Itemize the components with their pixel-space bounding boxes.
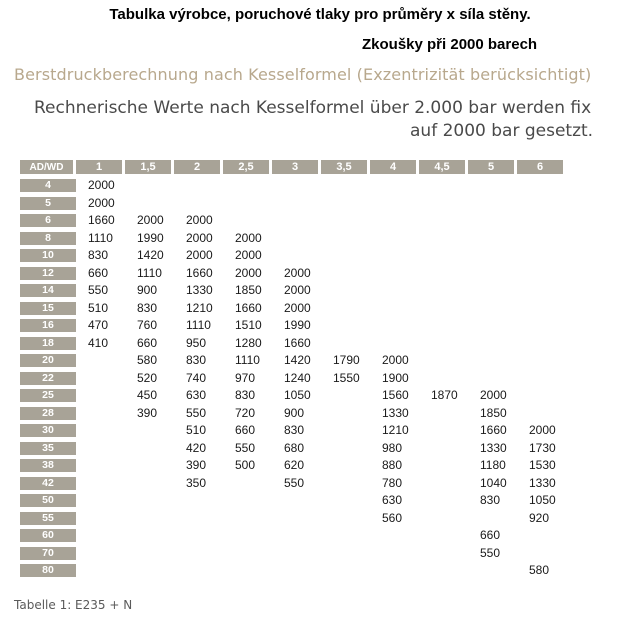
pressure-cell: 1420 (137, 248, 164, 262)
table-row (20, 300, 606, 318)
pressure-cell: 550 (284, 475, 305, 490)
pressure-cell: 1850 (480, 405, 507, 420)
pressure-cell: 660 (235, 423, 256, 437)
pressure-cell: 390 (137, 405, 158, 420)
pressure-cell (321, 527, 370, 545)
table-row (20, 317, 606, 335)
pressure-cell: 510 (88, 300, 109, 315)
pressure-cell: 1040 (480, 475, 507, 490)
pressure-cell (174, 545, 223, 563)
column-header-wall-thickness: 1 (76, 160, 122, 174)
pressure-cell (419, 265, 468, 283)
table-row (20, 440, 606, 458)
table-row (20, 265, 606, 283)
pressure-cell (370, 317, 419, 335)
pressure-cell (517, 352, 566, 370)
row-header-outer-diameter: 5 (20, 197, 76, 210)
pressure-cell (223, 545, 272, 563)
row-header-outer-diameter: 50 (20, 494, 76, 507)
pressure-cell (76, 422, 125, 440)
pressure-cell: 350 (186, 475, 207, 490)
pressure-cell: 550 (186, 405, 207, 420)
table-row (20, 282, 606, 300)
pressure-cell (419, 405, 468, 423)
pressure-cell (321, 265, 370, 283)
pressure-cell: 760 (137, 318, 158, 332)
pressure-cell: 550 (88, 283, 109, 297)
pressure-cell (76, 510, 125, 528)
pressure-cell (468, 370, 517, 388)
column-header-wall-thickness: 3 (272, 160, 318, 174)
pressure-cell (517, 212, 566, 230)
pressure-cell (517, 265, 566, 283)
pressure-cell: 1660 (480, 423, 507, 437)
burst-pressure-table (20, 160, 606, 580)
pressure-cell (517, 230, 566, 248)
pressure-cell: 1550 (333, 370, 360, 385)
pressure-cell (321, 545, 370, 563)
pressure-cell (272, 247, 321, 265)
row-header-outer-diameter: 35 (20, 442, 76, 455)
row-header-outer-diameter: 16 (20, 319, 76, 332)
pressure-cell: 830 (480, 493, 501, 507)
header-corner-ad-wd: AD/WD (20, 160, 73, 174)
pressure-cell: 900 (137, 283, 158, 297)
pressure-cell (76, 457, 125, 475)
pressure-cell (76, 370, 125, 388)
pressure-cell (419, 492, 468, 510)
column-header-wall-thickness: 4 (370, 160, 416, 174)
pressure-cell (419, 317, 468, 335)
pressure-cell: 660 (480, 528, 501, 542)
pressure-cell (419, 282, 468, 300)
pressure-cell (468, 195, 517, 213)
pressure-cell (419, 195, 468, 213)
pressure-cell (76, 405, 125, 423)
table-row (20, 335, 606, 353)
pressure-cell: 1790 (333, 353, 360, 367)
pressure-cell (517, 282, 566, 300)
row-header-outer-diameter: 8 (20, 232, 76, 245)
pressure-cell (321, 282, 370, 300)
table-row (20, 405, 606, 423)
pressure-cell (321, 300, 370, 318)
pressure-cell: 1110 (137, 265, 162, 280)
pressure-cell: 2000 (186, 213, 213, 227)
table-row (20, 230, 606, 248)
row-header-outer-diameter: 80 (20, 564, 76, 577)
pressure-cell (272, 492, 321, 510)
pressure-cell: 1660 (235, 300, 262, 315)
row-header-outer-diameter: 22 (20, 372, 76, 385)
pressure-cell (125, 457, 174, 475)
pressure-cell (468, 247, 517, 265)
pressure-cell: 1330 (186, 283, 213, 297)
pressure-cell (125, 177, 174, 195)
pressure-cell (174, 510, 223, 528)
pressure-cell (468, 282, 517, 300)
pressure-cell (223, 195, 272, 213)
pressure-cell (517, 370, 566, 388)
pressure-cell (321, 475, 370, 493)
pressure-cell: 1330 (382, 405, 409, 420)
row-header-outer-diameter: 14 (20, 284, 76, 297)
pressure-cell (370, 335, 419, 353)
pressure-cell (223, 492, 272, 510)
table-row (20, 492, 606, 510)
pressure-cell (321, 335, 370, 353)
row-header-outer-diameter: 70 (20, 547, 76, 560)
pressure-cell (517, 527, 566, 545)
pressure-cell (419, 440, 468, 458)
pressure-cell: 2000 (186, 230, 213, 245)
pressure-cell (321, 492, 370, 510)
pressure-cell: 1850 (235, 283, 262, 297)
pressure-cell (321, 405, 370, 423)
subtitle-line1: Rechnerische Werte nach Kesselformel über 2.000 bar werden fix (34, 98, 592, 118)
pressure-cell: 1110 (88, 230, 113, 245)
pressure-cell: 2000 (284, 265, 311, 280)
pressure-cell (419, 422, 468, 440)
pressure-cell (419, 457, 468, 475)
pressure-cell (272, 177, 321, 195)
pressure-cell (321, 457, 370, 475)
pressure-cell: 1530 (529, 458, 556, 472)
pressure-cell (125, 440, 174, 458)
pressure-cell: 2000 (235, 248, 262, 262)
row-header-outer-diameter: 12 (20, 267, 76, 280)
table-row (20, 527, 606, 545)
pressure-cell (272, 212, 321, 230)
pressure-cell (468, 230, 517, 248)
pressure-cell (125, 195, 174, 213)
table-row (20, 370, 606, 388)
pressure-cell (223, 212, 272, 230)
pressure-cell: 920 (529, 510, 550, 525)
pressure-cell (468, 300, 517, 318)
pressure-cell (517, 335, 566, 353)
pressure-cell: 2000 (284, 283, 311, 297)
pressure-cell (468, 335, 517, 353)
pressure-cell: 680 (284, 440, 305, 455)
pressure-cell (223, 562, 272, 580)
pressure-cell: 660 (88, 265, 109, 280)
pressure-cell: 510 (186, 423, 207, 437)
pressure-cell (419, 300, 468, 318)
table-row (20, 387, 606, 405)
pressure-cell: 2000 (480, 388, 507, 402)
table-row (20, 457, 606, 475)
pressure-cell (468, 212, 517, 230)
pressure-cell (321, 510, 370, 528)
pressure-cell: 2000 (137, 213, 164, 227)
table-row (20, 562, 606, 580)
pressure-cell (272, 562, 321, 580)
pressure-cell: 880 (382, 458, 403, 472)
pressure-cell: 410 (88, 335, 109, 350)
pressure-cell: 1210 (382, 423, 409, 437)
pressure-cell: 2000 (382, 353, 409, 367)
pressure-cell (370, 195, 419, 213)
pressure-cell (321, 177, 370, 195)
row-header-outer-diameter: 18 (20, 337, 76, 350)
row-header-outer-diameter: 20 (20, 354, 76, 367)
pressure-cell: 1510 (235, 318, 262, 332)
table-row (20, 475, 606, 493)
table-row (20, 352, 606, 370)
pressure-cell: 550 (235, 440, 256, 455)
column-header-wall-thickness: 1,5 (125, 160, 171, 174)
pressure-cell: 580 (137, 353, 158, 367)
row-header-outer-diameter: 60 (20, 529, 76, 542)
pressure-cell: 2000 (235, 265, 262, 280)
pressure-cell (517, 317, 566, 335)
column-header-wall-thickness: 2 (174, 160, 220, 174)
pressure-cell (419, 510, 468, 528)
pressure-cell: 1420 (284, 353, 311, 367)
pressure-cell (419, 352, 468, 370)
row-header-outer-diameter: 38 (20, 459, 76, 472)
pressure-cell: 2000 (235, 230, 262, 245)
pressure-cell: 1330 (529, 475, 556, 490)
pressure-cell: 390 (186, 458, 207, 472)
pressure-cell (174, 492, 223, 510)
pressure-cell (370, 265, 419, 283)
pressure-cell (174, 177, 223, 195)
table-row (20, 212, 606, 230)
pressure-cell: 660 (137, 335, 158, 350)
pressure-cell (223, 510, 272, 528)
pressure-cell (370, 527, 419, 545)
pressure-cell (125, 510, 174, 528)
pressure-cell (517, 247, 566, 265)
pressure-cell (419, 247, 468, 265)
pressure-cell (517, 387, 566, 405)
pressure-cell (321, 212, 370, 230)
pressure-cell: 2000 (529, 423, 556, 437)
pressure-cell (468, 265, 517, 283)
pressure-cell (76, 562, 125, 580)
table-row (20, 247, 606, 265)
pressure-cell (272, 230, 321, 248)
pressure-cell (517, 545, 566, 563)
pressure-cell (468, 510, 517, 528)
pressure-cell: 1660 (284, 335, 311, 350)
pressure-cell: 630 (186, 388, 207, 402)
pressure-cell (272, 510, 321, 528)
pressure-cell (125, 492, 174, 510)
row-header-outer-diameter: 30 (20, 424, 76, 437)
pressure-cell (370, 230, 419, 248)
pressure-cell (468, 177, 517, 195)
row-header-outer-diameter: 10 (20, 249, 76, 262)
pressure-cell: 1240 (284, 370, 311, 385)
pressure-cell: 1330 (480, 440, 507, 455)
pressure-cell (76, 545, 125, 563)
pressure-cell: 830 (137, 300, 158, 315)
column-header-wall-thickness: 5 (468, 160, 514, 174)
row-header-outer-diameter: 25 (20, 389, 76, 402)
pressure-cell (370, 562, 419, 580)
pressure-cell (321, 195, 370, 213)
pressure-cell (272, 545, 321, 563)
row-header-outer-diameter: 28 (20, 407, 76, 420)
pressure-cell (468, 352, 517, 370)
pressure-cell (370, 545, 419, 563)
pressure-cell: 630 (382, 493, 403, 507)
pressure-cell: 2000 (88, 178, 115, 192)
table-header-row (20, 160, 606, 177)
table-row (20, 177, 606, 195)
pressure-cell (370, 177, 419, 195)
pressure-cell: 1900 (382, 370, 409, 385)
pressure-cell: 550 (480, 545, 501, 560)
pressure-cell (125, 422, 174, 440)
pressure-cell: 1280 (235, 335, 262, 350)
pressure-cell (419, 230, 468, 248)
subtitle-line2: auf 2000 bar gesetzt. (410, 121, 594, 141)
pressure-cell (468, 317, 517, 335)
pressure-cell: 2000 (186, 248, 213, 262)
row-header-outer-diameter: 6 (20, 214, 76, 227)
pressure-cell (321, 562, 370, 580)
pressure-cell (223, 177, 272, 195)
row-header-outer-diameter: 42 (20, 477, 76, 490)
pressure-cell: 970 (235, 370, 256, 385)
pressure-cell: 830 (284, 423, 305, 437)
column-header-wall-thickness: 6 (517, 160, 563, 174)
pressure-cell (419, 475, 468, 493)
pressure-cell (419, 562, 468, 580)
czech-title-line2: Zkoušky při 2000 barech (362, 36, 538, 53)
pressure-cell (223, 527, 272, 545)
pressure-cell (125, 562, 174, 580)
pressure-cell (321, 440, 370, 458)
pressure-cell: 1990 (284, 318, 311, 332)
pressure-cell: 450 (137, 388, 158, 402)
pressure-cell (419, 545, 468, 563)
czech-title-line1: Tabulka výrobce, poruchové tlaky pro průměry x síla stěny. (109, 6, 531, 23)
pressure-cell: 1110 (235, 353, 260, 367)
pressure-cell (223, 475, 272, 493)
pressure-cell: 830 (235, 388, 256, 402)
pressure-cell (419, 370, 468, 388)
pressure-cell: 520 (137, 370, 158, 385)
pressure-cell (419, 527, 468, 545)
pressure-cell (125, 475, 174, 493)
pressure-cell: 500 (235, 458, 256, 472)
pressure-cell (76, 440, 125, 458)
pressure-cell: 1180 (480, 458, 506, 472)
pressure-cell (174, 527, 223, 545)
pressure-cell (321, 230, 370, 248)
pressure-cell: 720 (235, 405, 256, 420)
pressure-cell (517, 177, 566, 195)
pressure-cell: 2000 (88, 195, 115, 210)
pressure-cell: 830 (88, 248, 109, 262)
row-header-outer-diameter: 15 (20, 302, 76, 315)
pressure-cell (76, 527, 125, 545)
table-row (20, 195, 606, 213)
pressure-cell (76, 475, 125, 493)
pressure-cell: 420 (186, 440, 207, 455)
pressure-cell: 1110 (186, 318, 211, 332)
pressure-cell (419, 212, 468, 230)
pressure-cell (174, 562, 223, 580)
pressure-cell (419, 177, 468, 195)
pressure-cell: 2000 (284, 300, 311, 315)
section-heading: Berstdruckberechnung nach Kesselformel (Exzentrizität berücksichtigt) (14, 65, 592, 84)
pressure-cell: 740 (186, 370, 207, 385)
pressure-cell (125, 527, 174, 545)
pressure-cell (370, 247, 419, 265)
pressure-cell: 620 (284, 458, 305, 472)
table-caption: Tabelle 1: E235 + N (14, 598, 133, 612)
pressure-cell: 560 (382, 510, 403, 525)
pressure-cell: 900 (284, 405, 305, 420)
pressure-cell (321, 317, 370, 335)
column-header-wall-thickness: 4,5 (419, 160, 465, 174)
pressure-cell (419, 335, 468, 353)
pressure-cell (517, 405, 566, 423)
pressure-cell: 1050 (529, 493, 556, 507)
pressure-cell: 830 (186, 353, 207, 367)
pressure-cell (272, 527, 321, 545)
pressure-cell (517, 195, 566, 213)
pressure-cell (321, 387, 370, 405)
column-header-wall-thickness: 3,5 (321, 160, 367, 174)
pressure-cell (517, 300, 566, 318)
pressure-cell: 780 (382, 475, 403, 490)
pressure-cell (174, 195, 223, 213)
pressure-cell: 1210 (186, 300, 213, 315)
pressure-cell: 1050 (284, 388, 311, 402)
pressure-cell (272, 195, 321, 213)
pressure-cell: 1990 (137, 230, 164, 245)
pressure-cell (125, 545, 174, 563)
table-row (20, 422, 606, 440)
pressure-cell: 1730 (529, 440, 556, 455)
row-header-outer-diameter: 55 (20, 512, 76, 525)
table-row (20, 545, 606, 563)
pressure-cell (370, 300, 419, 318)
pressure-cell: 950 (186, 335, 207, 350)
pressure-cell (370, 282, 419, 300)
column-header-wall-thickness: 2,5 (223, 160, 269, 174)
table-row (20, 510, 606, 528)
pressure-cell: 580 (529, 563, 550, 577)
row-header-outer-diameter: 4 (20, 179, 76, 192)
pressure-cell: 1560 (382, 388, 409, 402)
pressure-cell: 980 (382, 440, 403, 455)
pressure-cell (370, 212, 419, 230)
pressure-cell: 1660 (186, 265, 213, 280)
pressure-cell (76, 387, 125, 405)
pressure-cell: 1870 (431, 388, 458, 402)
pressure-cell (321, 422, 370, 440)
pressure-cell: 1660 (88, 213, 115, 227)
pressure-cell (468, 562, 517, 580)
pressure-cell (321, 247, 370, 265)
pressure-cell (76, 492, 125, 510)
pressure-cell (76, 352, 125, 370)
pressure-cell: 470 (88, 318, 109, 332)
